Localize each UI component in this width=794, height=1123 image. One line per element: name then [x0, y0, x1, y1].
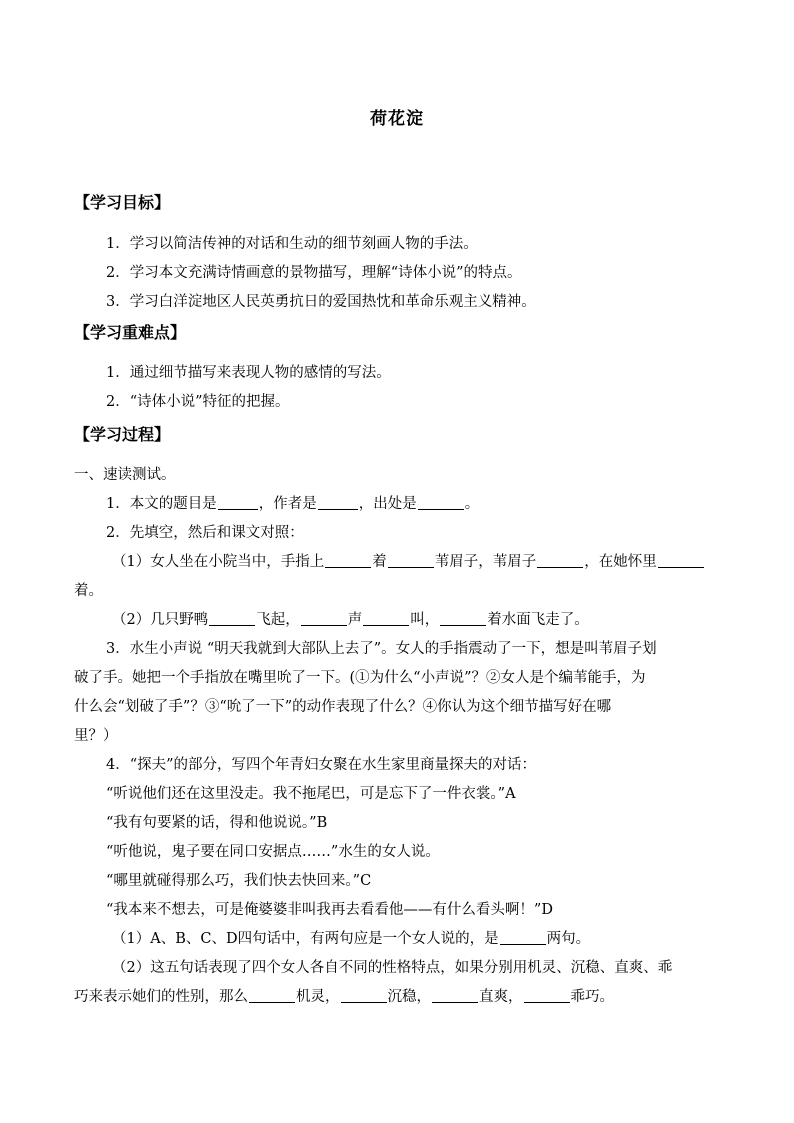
quote-line: “哪里就碰得那么巧，我们快去快回来。”C [106, 873, 372, 889]
section-title: 一、速读测试。 [74, 467, 176, 483]
answer-blank[interactable] [537, 553, 583, 568]
answer-blank[interactable] [363, 611, 409, 626]
answer-blank[interactable] [432, 988, 478, 1003]
goal-item: 1．学习以简洁传神的对话和生动的细节刻画人物的手法。 [106, 236, 478, 252]
question-4: 4．“探夫”的部分，写四个年青妇女聚在水生家里商量探夫的对话： [106, 757, 537, 773]
heading-process: 【学习过程】 [74, 425, 171, 444]
question-3-line: 什么会“划破了手”？③“吮了一下”的动作表现了什么？④你认为这个细节描写好在哪 [74, 699, 612, 715]
answer-blank[interactable] [325, 553, 371, 568]
question-3-line: 里？） [74, 728, 118, 744]
quote-line: “听说他们还在这里没走。我不拖尾巴，可是忘下了一件衣裳。”A [106, 786, 516, 802]
answer-blank[interactable] [218, 495, 258, 510]
quote-line: “我本来不想去，可是俺婆婆非叫我再去看看他——有什么看头啊！”D [106, 902, 553, 918]
question-4-2: （2）这五句话表现了四个女人各自不同的性格特点，如果分别用机灵、沉稳、直爽、乖 [112, 960, 673, 976]
question-2-2: （2）几只野鸭 飞起， 声 叫， 着水面飞走了。 [112, 612, 589, 628]
answer-blank[interactable] [318, 495, 358, 510]
page-title: 荷花淀 [370, 109, 424, 129]
quote-line: “听他说，鬼子要在同口安据点……”水生的女人说。 [106, 844, 440, 860]
question-1: 1．本文的题目是 ，作者是 ，出处是 。 [106, 496, 480, 512]
key-point-item: 2．“诗体小说”特征的把握。 [106, 394, 290, 410]
question-3-line: 3．水生小声说 “明天我就到大部队上去了”。女人的手指震动了一下，想是叫苇眉子划 [106, 641, 657, 657]
answer-blank[interactable] [341, 988, 387, 1003]
heading-goals: 【学习目标】 [74, 193, 171, 212]
answer-blank[interactable] [388, 553, 434, 568]
question-2: 2．先填空，然后和课文对照： [106, 525, 304, 541]
answer-blank[interactable] [249, 988, 295, 1003]
quote-line: “我有句要紧的话，得和他说说。”B [106, 815, 328, 831]
answer-blank[interactable] [500, 930, 546, 945]
answer-blank[interactable] [209, 611, 255, 626]
question-2-1-cont: 着。 [74, 583, 103, 599]
answer-blank[interactable] [301, 611, 347, 626]
answer-blank[interactable] [440, 611, 486, 626]
question-4-2-cont: 巧来表示她们的性别，那么 机灵， 沉稳， 直爽， 乖巧。 [74, 989, 614, 1005]
answer-blank[interactable] [658, 553, 704, 568]
goal-item: 3．学习白洋淀地区人民英勇抗日的爱国热忱和革命乐观主义精神。 [106, 294, 536, 310]
heading-key-points: 【学习重难点】 [74, 323, 187, 342]
question-3-line: 破了手。她把一个手指放在嘴里吮了一下。(①为什么“小声说”？②女人是个编苇能手，为 [74, 670, 646, 686]
question-2-1: （1）女人坐在小院当中，手指上 着 苇眉子，苇眉子 ，在她怀里 [112, 550, 705, 571]
question-4-1: （1）A、B、C、D四句话中，有两句应是一个女人说的，是 两句。 [112, 931, 591, 947]
goal-item: 2．学习本文充满诗情画意的景物描写，理解“诗体小说”的特点。 [106, 265, 522, 281]
answer-blank[interactable] [418, 495, 464, 510]
key-point-item: 1．通过细节描写来表现人物的感情的写法。 [106, 365, 391, 381]
answer-blank[interactable] [524, 988, 570, 1003]
